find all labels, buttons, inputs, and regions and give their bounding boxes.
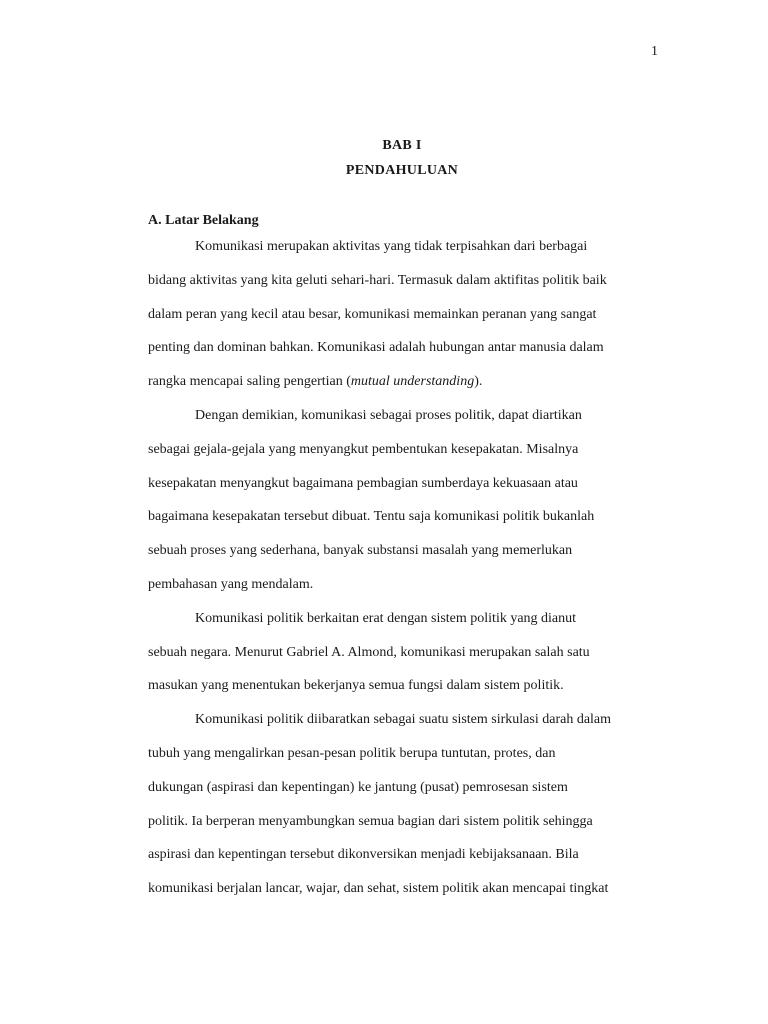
text-line: sebuah negara. Menurut Gabriel A. Almond, komunikasi merupakan salah satu	[148, 644, 590, 660]
italic-term: mutual understanding	[350, 374, 475, 390]
text-line: Komunikasi merupakan aktivitas yang tidak terpisahkan dari berbagai	[195, 239, 588, 254]
chapter-title: PENDAHULUAN	[345, 163, 459, 178]
text-line: aspirasi dan kepentingan tersebut dikonversikan menjadi kebijaksanaan. Bila	[148, 847, 579, 863]
text-line: Komunikasi politik diibaratkan sebagai suatu sistem sirkulasi darah dalam	[195, 712, 612, 728]
page-number: 1	[651, 44, 658, 59]
text-line: Dengan demikian, komunikasi sebagai proses politik, dapat diartikan	[195, 407, 582, 423]
text-line: bagaimana kesepakatan tersebut dibuat. Tentu saja komunikasi politik bukanlah	[148, 509, 595, 525]
text-line: penting dan dominan bahkan. Komunikasi adalah hubungan antar manusia dalam	[148, 340, 604, 356]
chapter-number: BAB I	[382, 138, 422, 153]
text-line: sebagai gejala-gejala yang menyangkut pembentukan kesepakatan. Misalnya	[148, 441, 579, 457]
text-line: tubuh yang mengalirkan pesan-pesan politik berupa tuntutan, protes, dan	[148, 745, 556, 761]
text-line	[148, 357, 656, 391]
text-line: pembahasan yang mendalam.	[148, 576, 314, 592]
text-line: sebuah proses yang sederhana, banyak substansi masalah yang memerlukan	[148, 543, 573, 559]
text-segment: ).	[474, 374, 483, 390]
section-heading: A. Latar Belakang	[148, 213, 259, 228]
text-line: komunikasi berjalan lancar, wajar, dan sehat, sistem politik akan mencapai tingkat	[148, 881, 609, 897]
text-line: Komunikasi politik berkaitan erat dengan sistem politik yang dianut	[195, 610, 577, 626]
body-text	[148, 222, 656, 898]
text-line: bidang aktivitas yang kita geluti sehari-hari. Termasuk dalam aktifitas politik baik	[148, 272, 607, 288]
text-segment: rangka mencapai saling pengertian (	[148, 374, 351, 390]
text-line: masukan yang menentukan bekerjanya semua fungsi dalam sistem politik.	[148, 678, 564, 694]
text-line: kesepakatan menyangkut bagaimana pembagian sumberdaya kekuasaan atau	[148, 475, 578, 491]
text-line: dalam peran yang kecil atau besar, komunikasi memainkan peranan yang sangat	[148, 306, 597, 322]
text-line: politik. Ia berperan menyambungkan semua bagian dari sistem politik sehingga	[148, 813, 593, 829]
text-line: dukungan (aspirasi dan kepentingan) ke jantung (pusat) pemrosesan sistem	[148, 779, 568, 795]
